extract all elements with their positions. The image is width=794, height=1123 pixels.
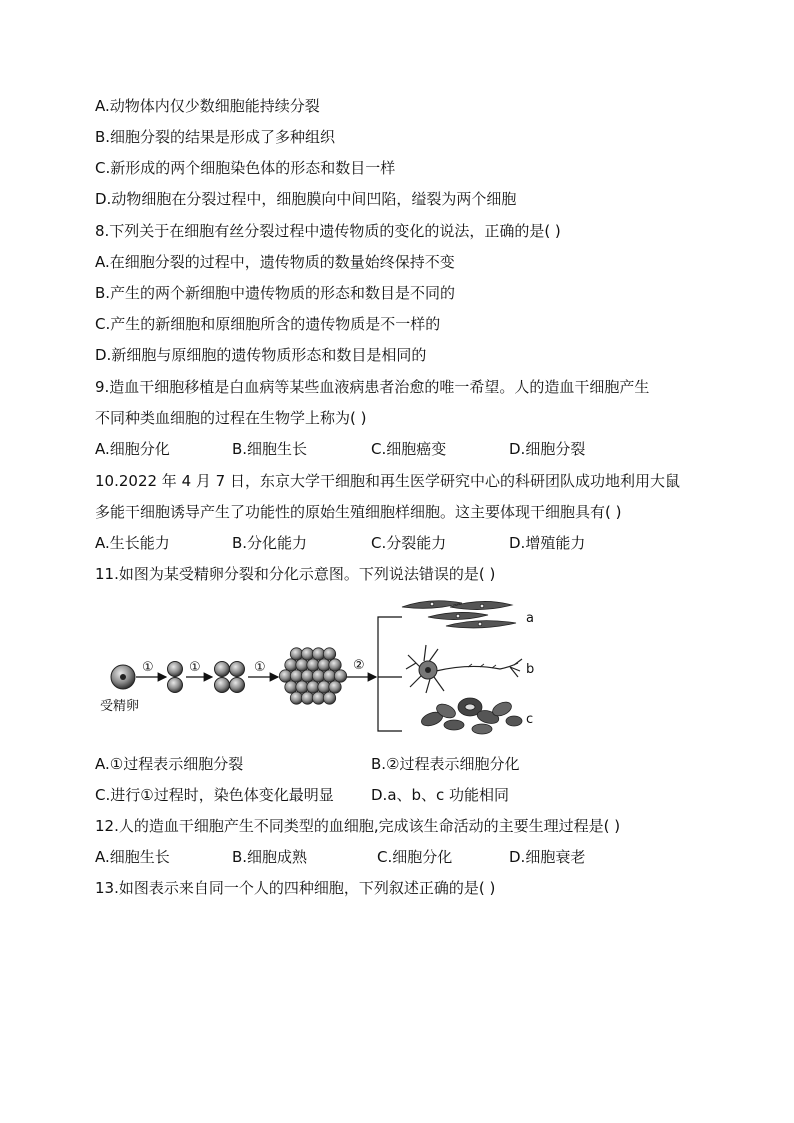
cluster-cell <box>290 670 302 682</box>
cluster-cell <box>323 648 335 660</box>
muscle-cells-a <box>402 601 516 628</box>
q13-stem: 13.如图表示来自同一个人的四种细胞，下列叙述正确的是( ) <box>95 879 496 897</box>
q7-option-c: C.新形成的两个细胞染色体的形态和数目一样 <box>95 159 396 177</box>
cluster-cell <box>334 670 346 682</box>
q9-option-b: B.细胞生长 <box>232 440 308 458</box>
cluster-cell <box>312 648 324 660</box>
q8-option-d: D.新细胞与原细胞的遗传物质形态和数目是相同的 <box>95 346 427 364</box>
q10-option-c: C.分裂能力 <box>371 534 447 552</box>
cluster-cell <box>323 692 335 704</box>
cell-mass <box>279 648 346 704</box>
cluster-cell <box>329 681 341 693</box>
q9-option-a: A.细胞分化 <box>95 440 170 458</box>
q11-option-c: C.进行①过程时，染色体变化最明显 <box>95 786 334 804</box>
zygote-cell <box>111 665 135 689</box>
cluster-cell <box>323 670 335 682</box>
neuron-nucleus <box>425 667 431 673</box>
step1-label-b: ① <box>189 660 201 675</box>
q12-stem: 12.人的造血干细胞产生不同类型的血细胞,完成该生命活动的主要生理过程是( ) <box>95 817 621 835</box>
q10-stem-line1: 10.2022 年 4 月 7 日，东京大学干细胞和再生医学研究中心的科研团队成功地利用大鼠 <box>95 472 680 490</box>
cluster-cell <box>318 659 330 671</box>
cluster-cell <box>279 670 291 682</box>
q11-stem: 11.如图为某受精卵分裂和分化示意图。下列说法错误的是( ) <box>95 565 496 583</box>
q8-option-c: C.产生的新细胞和原细胞所含的遗传物质是不一样的 <box>95 315 441 333</box>
q7-option-d: D.动物细胞在分裂过程中，细胞膜向中间凹陷，缢裂为两个细胞 <box>95 190 517 208</box>
q10-option-b: B.分化能力 <box>232 534 308 552</box>
cluster-cell <box>307 659 319 671</box>
q8-stem: 8.下列关于在细胞有丝分裂过程中遗传物质的变化的说法，正确的是( ) <box>95 222 561 240</box>
q12-option-a: A.细胞生长 <box>95 848 170 866</box>
four-cell-stage <box>215 662 245 693</box>
q11-option-a: A.①过程表示细胞分裂 <box>95 755 244 773</box>
q7-option-b: B.细胞分裂的结果是形成了多种组织 <box>95 128 336 146</box>
q9-option-c: C.细胞癌变 <box>371 440 447 458</box>
q10-option-a: A.生长能力 <box>95 534 170 552</box>
step1-label-a: ① <box>142 660 154 675</box>
two-cell-stage <box>168 662 183 693</box>
cluster-cell <box>290 648 302 660</box>
cluster-cell <box>318 681 330 693</box>
q10-option-d: D.增殖能力 <box>509 534 586 552</box>
cluster-cell <box>301 692 313 704</box>
q11-option-d: D.a、b、c 功能相同 <box>371 786 510 804</box>
q10-stem-line2: 多能干细胞诱导产生了功能性的原始生殖细胞样细胞。这主要体现干细胞具有( ) <box>95 503 622 521</box>
q9-stem-line1: 9.造血干细胞移植是白血病等某些血液病患者治愈的唯一希望。人的造血干细胞产生 <box>95 378 650 396</box>
cluster-cell <box>285 659 297 671</box>
label-a: a <box>526 611 534 626</box>
cluster-cell <box>312 670 324 682</box>
cluster-cell <box>329 659 341 671</box>
cell-division-differentiation-figure <box>90 595 550 745</box>
q9-stem-line2: 不同种类血细胞的过程在生物学上称为( ) <box>95 409 367 427</box>
q8-option-a: A.在细胞分裂的过程中，遗传物质的数量始终保持不变 <box>95 253 455 271</box>
q8-option-b: B.产生的两个新细胞中遗传物质的形态和数目是不同的 <box>95 284 456 302</box>
q11-option-b: B.②过程表示细胞分化 <box>371 755 520 773</box>
step1-label-c: ① <box>254 660 266 675</box>
cluster-cell <box>296 681 308 693</box>
step2-label: ② <box>353 658 365 673</box>
branch-bracket <box>378 617 402 731</box>
cluster-cell <box>307 681 319 693</box>
q7-option-a: A.动物体内仅少数细胞能持续分裂 <box>95 97 320 115</box>
label-c: c <box>526 712 534 727</box>
blood-cells-c <box>420 698 522 734</box>
cluster-cell <box>312 692 324 704</box>
cluster-cell <box>301 670 313 682</box>
cluster-cell <box>296 659 308 671</box>
zygote-label: 受精卵 <box>100 699 140 714</box>
cluster-cell <box>285 681 297 693</box>
q12-option-b: B.细胞成熟 <box>232 848 308 866</box>
cluster-cell <box>301 648 313 660</box>
q12-option-d: D.细胞衰老 <box>509 848 586 866</box>
label-b: b <box>526 662 535 677</box>
q9-option-d: D.细胞分裂 <box>509 440 586 458</box>
q12-option-c: C.细胞分化 <box>377 848 453 866</box>
cluster-cell <box>290 692 302 704</box>
